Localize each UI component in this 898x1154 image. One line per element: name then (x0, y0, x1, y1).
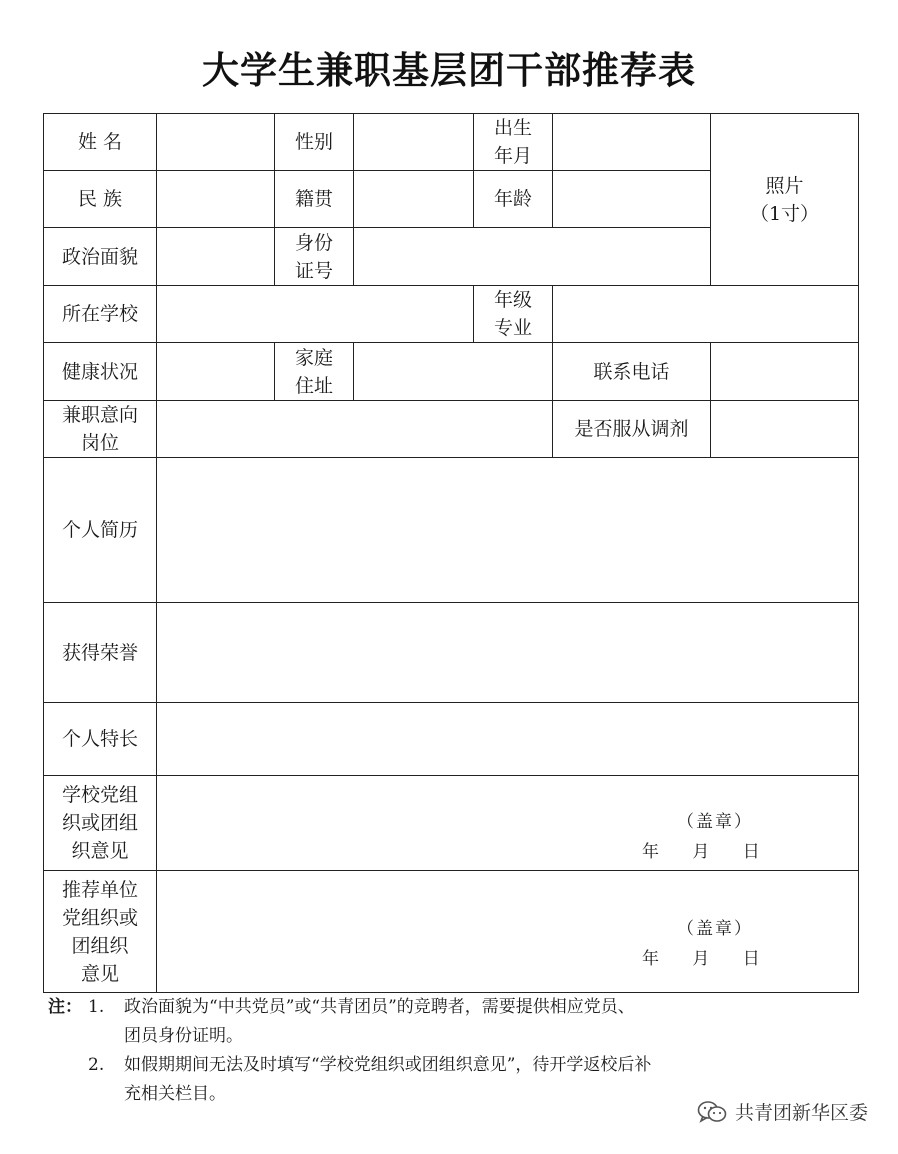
photo-box[interactable]: 照片 （1寸） (711, 114, 859, 286)
notes-prefix: 注： (48, 997, 82, 1017)
health-label: 健康状况 (44, 343, 157, 401)
note-number: 1. (88, 997, 105, 1017)
note-item (48, 993, 838, 1051)
recommend-opinion-field[interactable] (157, 871, 859, 993)
watermark-text: 共青团新华区委 (734, 1102, 868, 1124)
watermark (697, 1098, 868, 1125)
id-number-label: 身份 证号 (275, 228, 354, 286)
political-status-label: 政治面貌 (44, 228, 157, 286)
adjust-field[interactable] (711, 401, 859, 458)
grade-major-field[interactable] (553, 286, 859, 343)
honors-field[interactable] (157, 603, 859, 703)
name-label: 姓 名 (44, 114, 157, 171)
address-label: 家庭 住址 (275, 343, 354, 401)
native-place-field[interactable] (354, 171, 474, 228)
id-number-field[interactable] (354, 228, 711, 286)
address-field[interactable] (354, 343, 553, 401)
school-date-text: 年 月 日 (642, 842, 760, 862)
phone-field[interactable] (711, 343, 859, 401)
health-field[interactable] (157, 343, 275, 401)
recommendation-form-table (43, 113, 859, 993)
grade-major-label: 年级 专业 (474, 286, 553, 343)
school-opinion-label: 学校党组 织或团组 织意见 (44, 776, 157, 871)
wechat-icon (697, 1100, 727, 1124)
adjust-label: 是否服从调剂 (553, 401, 711, 458)
school-field[interactable] (157, 286, 474, 343)
page-title: 大学生兼职基层团干部推荐表 (202, 49, 696, 92)
position-label: 兼职意向 岗位 (44, 401, 157, 458)
native-place-label: 籍贯 (275, 171, 354, 228)
school-label: 所在学校 (44, 286, 157, 343)
age-label: 年龄 (474, 171, 553, 228)
ethnicity-label: 民 族 (44, 171, 157, 228)
birth-label: 出生 年月 (474, 114, 553, 171)
resume-field[interactable] (157, 458, 859, 603)
school-opinion-field[interactable] (157, 776, 859, 871)
political-status-field[interactable] (157, 228, 275, 286)
phone-label: 联系电话 (553, 343, 711, 401)
resume-label: 个人简历 (44, 458, 157, 603)
recommend-opinion-label: 推荐单位 党组织或 团组织 意见 (44, 871, 157, 993)
age-field[interactable] (553, 171, 711, 228)
note-text: 如假期期间无法及时填写“学校党组织或团组织意见”，待开学返校后补 充相关栏目。 (124, 1055, 652, 1104)
recommend-date-text: 年 月 日 (642, 949, 760, 969)
birth-field[interactable] (553, 114, 711, 171)
gender-field[interactable] (354, 114, 474, 171)
name-field[interactable] (157, 114, 275, 171)
recommend-seal-text: （盖章） (677, 919, 753, 939)
note-text: 政治面貌为“中共党员”或“共青团员”的竞聘者，需要提供相应党员、 团员身份证明。 (124, 997, 635, 1046)
position-field[interactable] (157, 401, 553, 458)
honors-label: 获得荣誉 (44, 603, 157, 703)
notes-section (48, 993, 838, 1109)
skills-label: 个人特长 (44, 703, 157, 776)
ethnicity-field[interactable] (157, 171, 275, 228)
skills-field[interactable] (157, 703, 859, 776)
school-seal-text: （盖章） (677, 812, 753, 832)
note-number: 2. (88, 1055, 105, 1075)
gender-label: 性别 (275, 114, 354, 171)
